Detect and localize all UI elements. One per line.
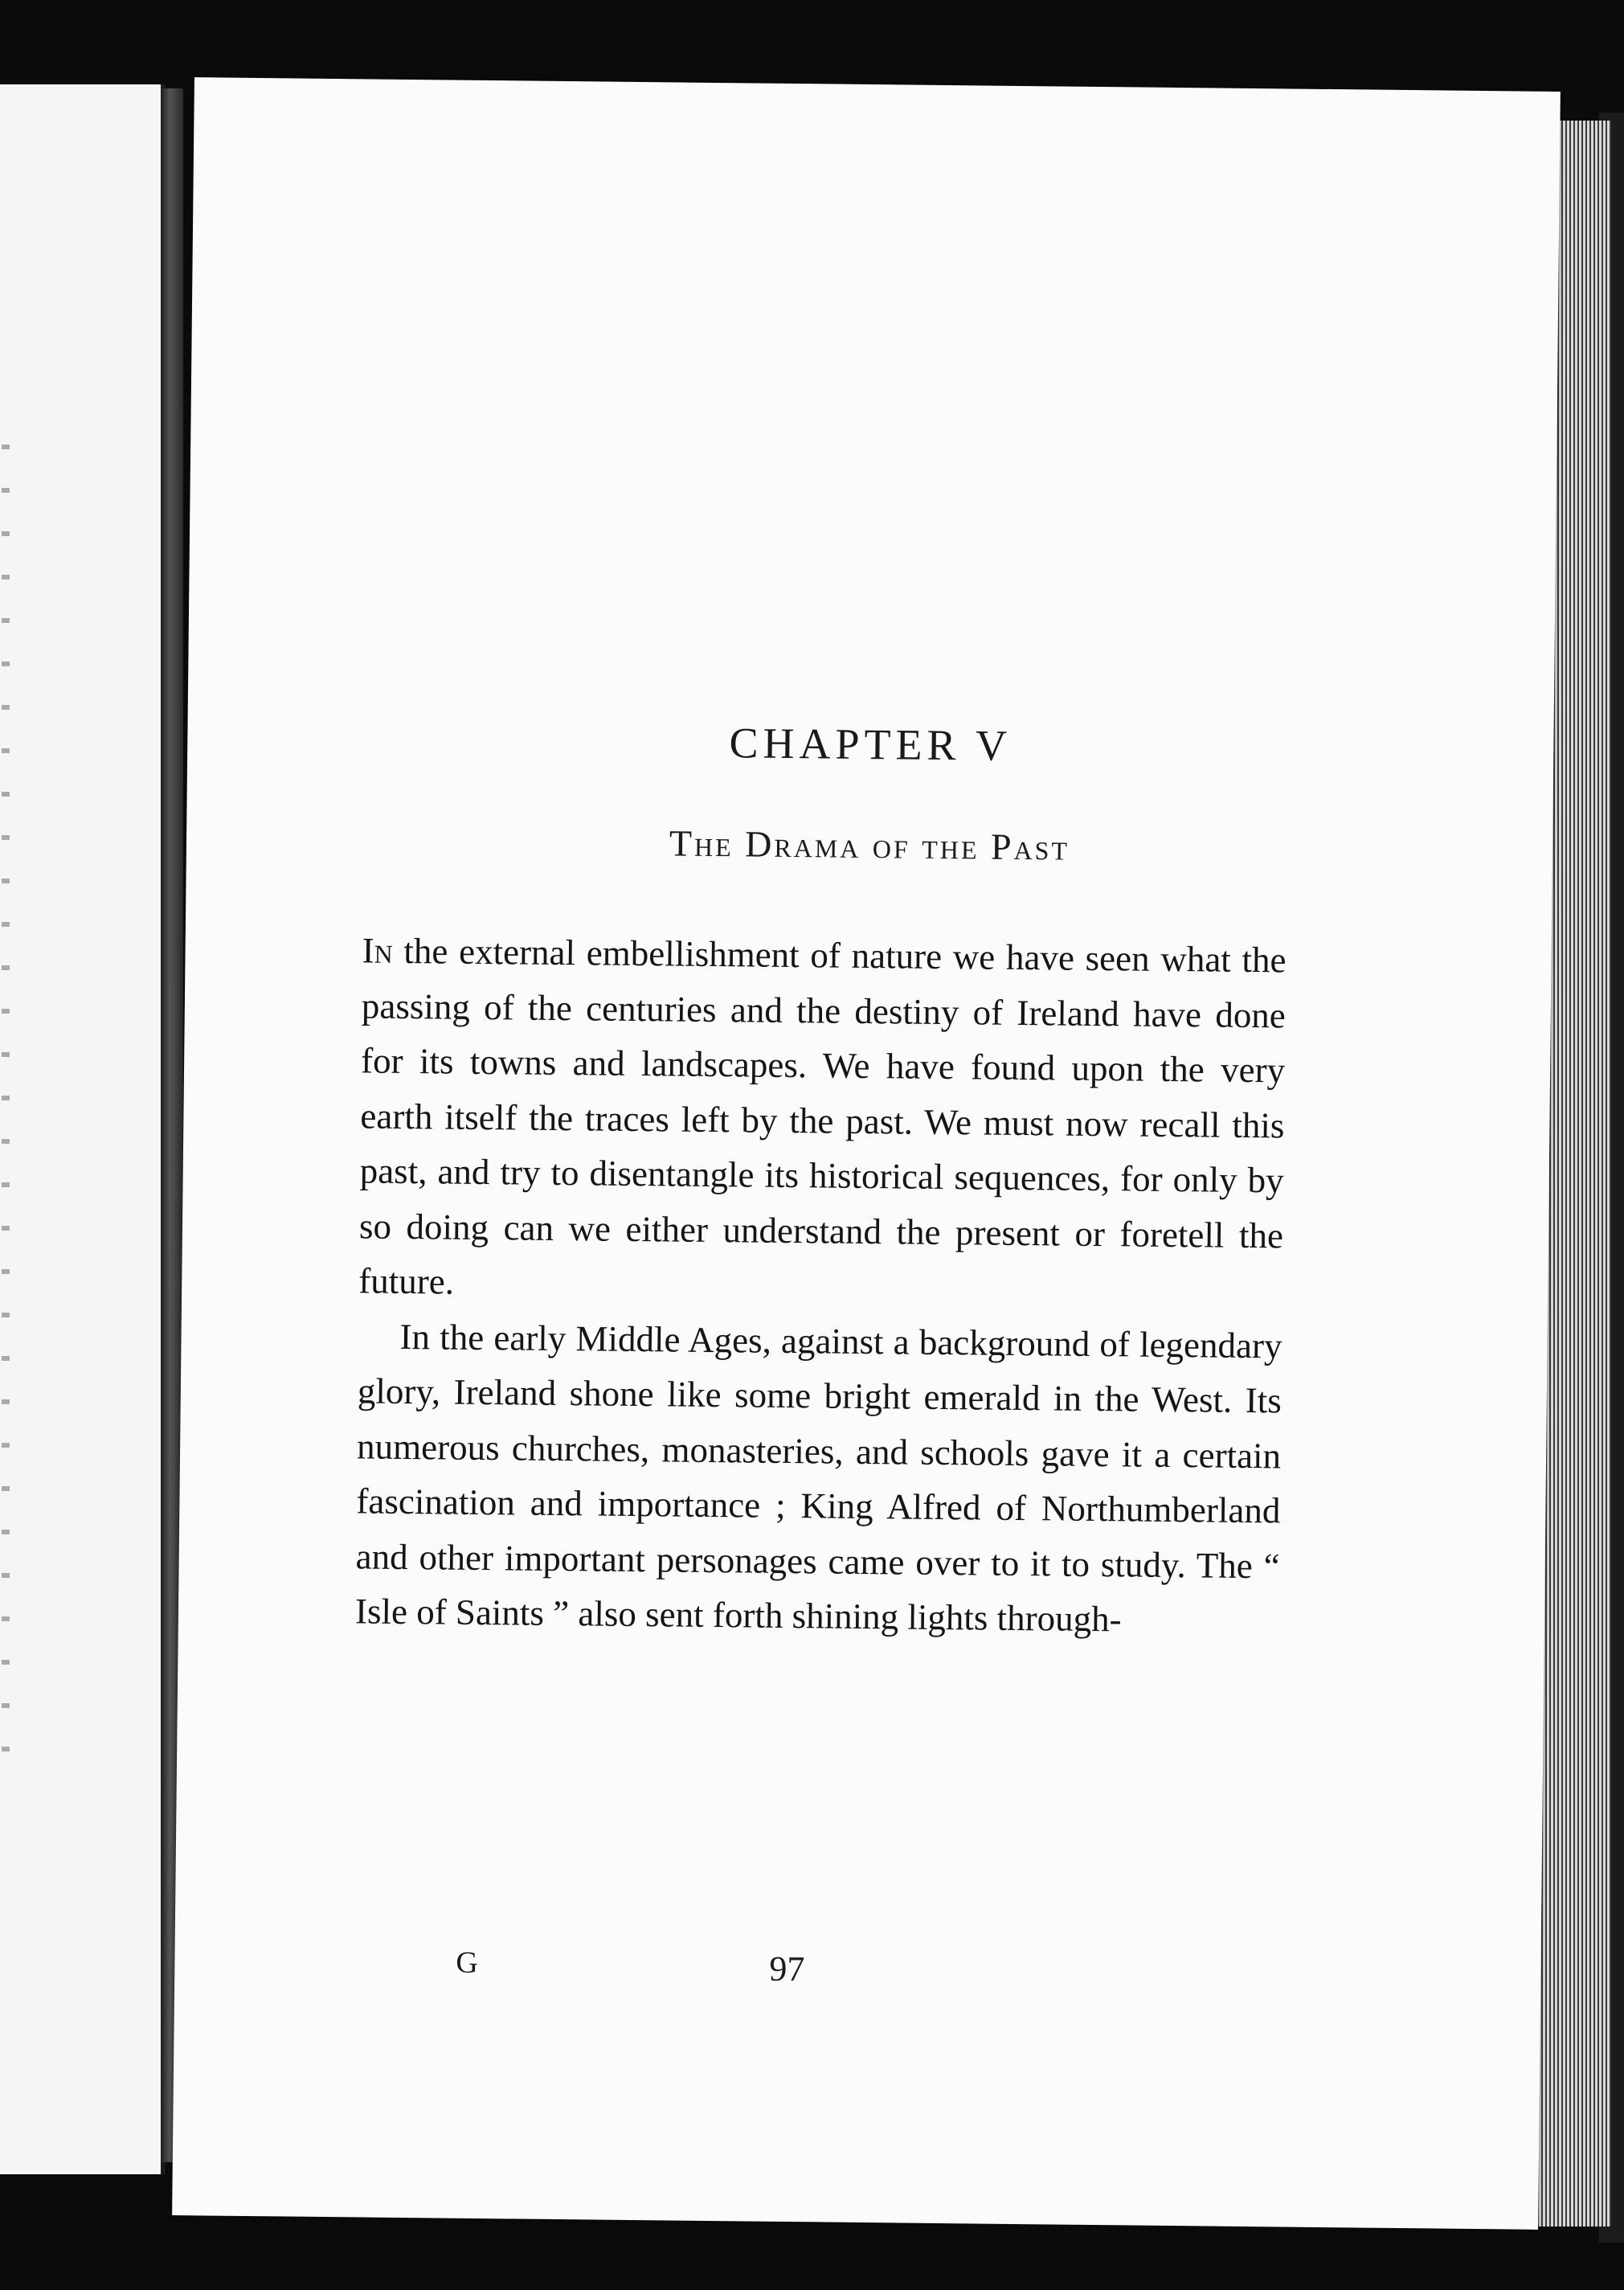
page-number: 97	[769, 1948, 805, 1989]
chapter-title: The Drama of the Past	[669, 822, 1070, 868]
body-text	[355, 923, 1287, 1648]
paragraph-1	[358, 923, 1287, 1318]
book-page	[172, 77, 1561, 2230]
chapter-number: CHAPTER V	[729, 719, 1012, 770]
printer-signature-mark: G	[456, 1945, 479, 1980]
paragraph-2: In the early Middle Ages, against a background of legendary glory, Ireland shone like some bright emerald in the West. Its numerous churches, monasteries, and schools gave it a certain fascination and importance ; King Alfred of Northumberland and other important personages came over to it to study. The “ Isle of Saints ” also sent forth shining lights through-	[354, 1316, 1282, 1640]
paragraph-1-text: the external embellishment of nature we have seen what the passing of the centuries and the destiny of Ireland have done for its towns and landscapes. We have found upon the very earth itself the traces left by the past. We must now recall this past, and try to disentangle its historical sequences, for only by so doing can we either understand the present or foretell the future.	[358, 930, 1287, 1302]
paragraph-lead-word: In	[362, 930, 393, 971]
facing-page	[0, 84, 166, 2174]
